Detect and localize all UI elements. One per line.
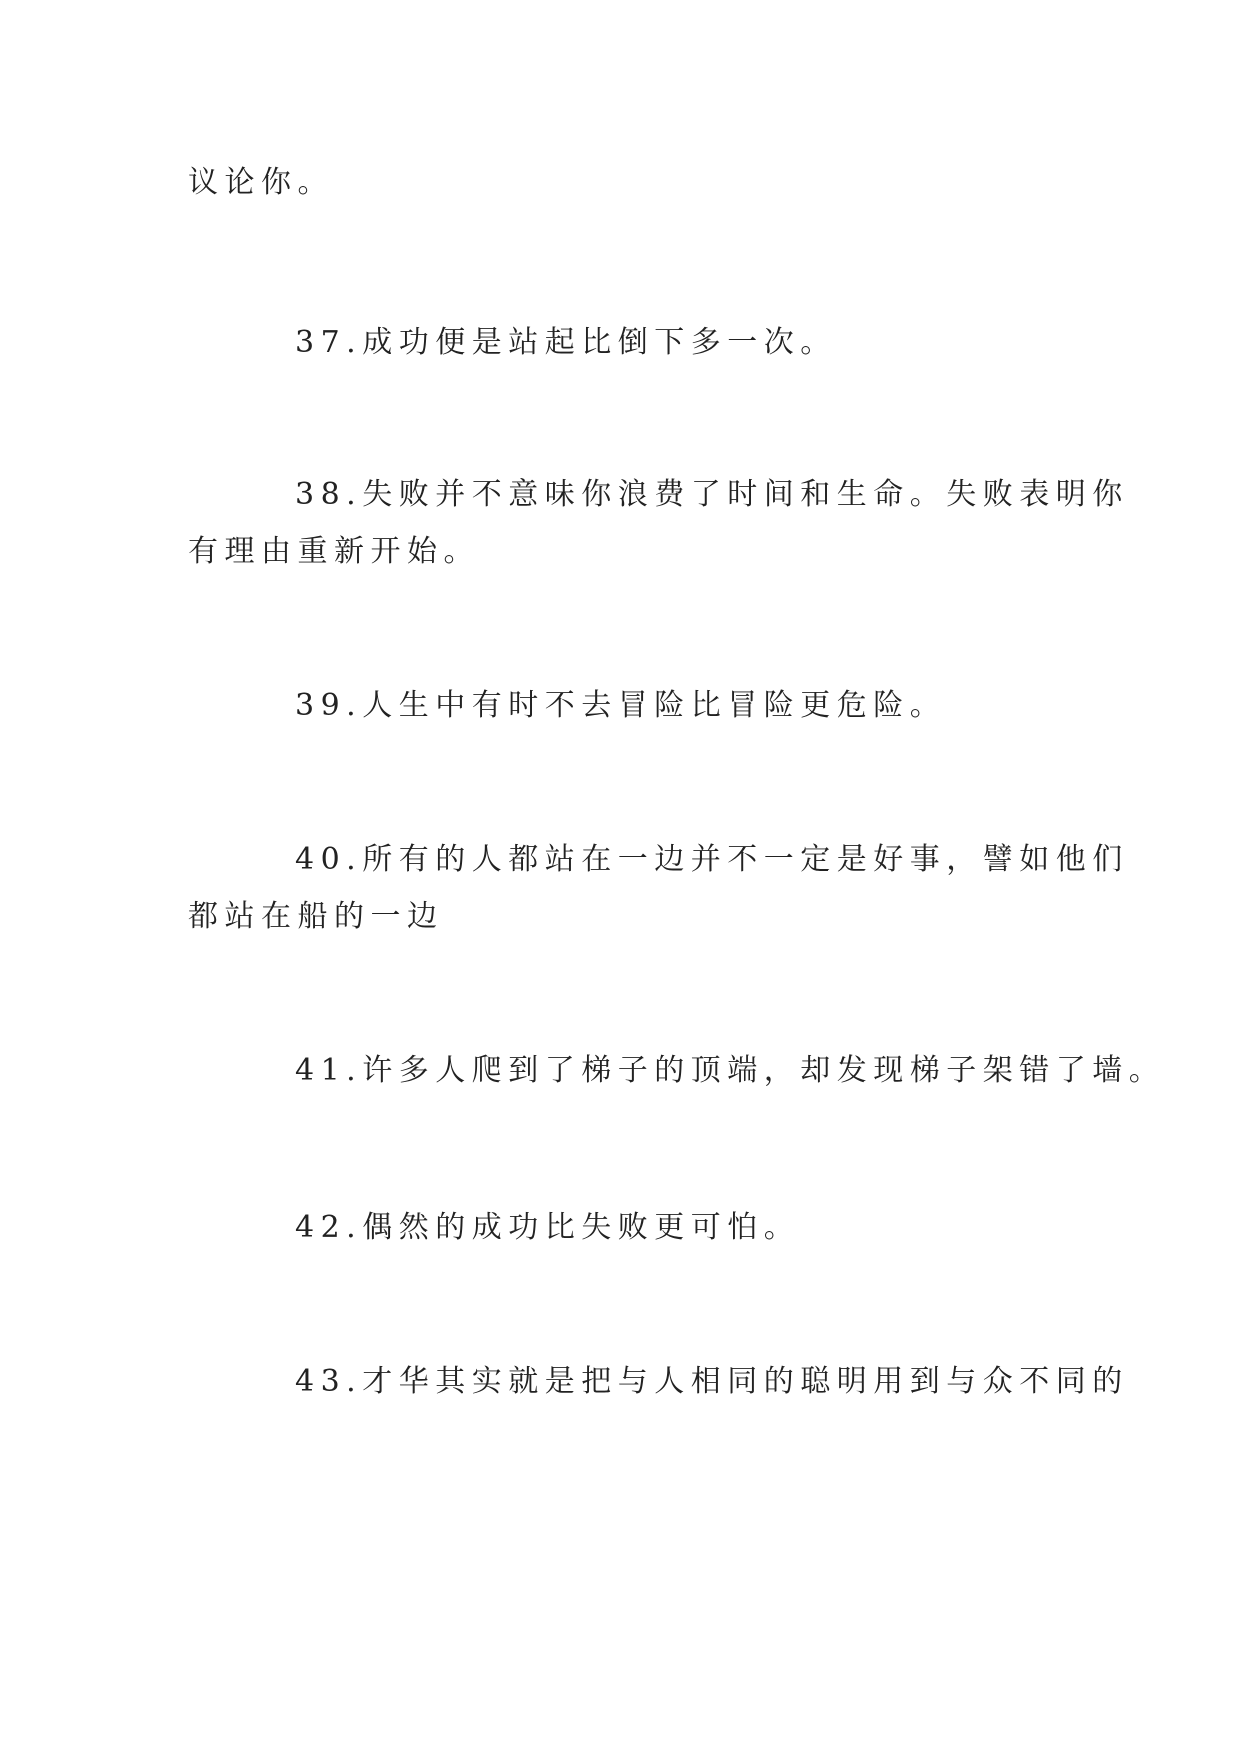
text-line: 40.所有的人都站在一边并不一定是好事，譬如他们 — [295, 842, 1129, 877]
text-line: 43.才华其实就是把与人相同的聪明用到与众不同的 — [295, 1364, 1129, 1399]
text-line: 有理由重新开始。 — [188, 534, 480, 569]
text-line: 42.偶然的成功比失败更可怕。 — [295, 1210, 801, 1245]
text-line: 议论你。 — [188, 165, 334, 200]
text-line: 都站在船的一边 — [188, 899, 444, 934]
text-line: 41.许多人爬到了梯子的顶端，却发现梯子架错了墙。 — [295, 1053, 1166, 1088]
text-line: 39.人生中有时不去冒险比冒险更危险。 — [295, 688, 947, 723]
text-line: 38.失败并不意味你浪费了时间和生命。失败表明你 — [295, 477, 1129, 512]
text-line: 37.成功便是站起比倒下多一次。 — [295, 325, 837, 360]
